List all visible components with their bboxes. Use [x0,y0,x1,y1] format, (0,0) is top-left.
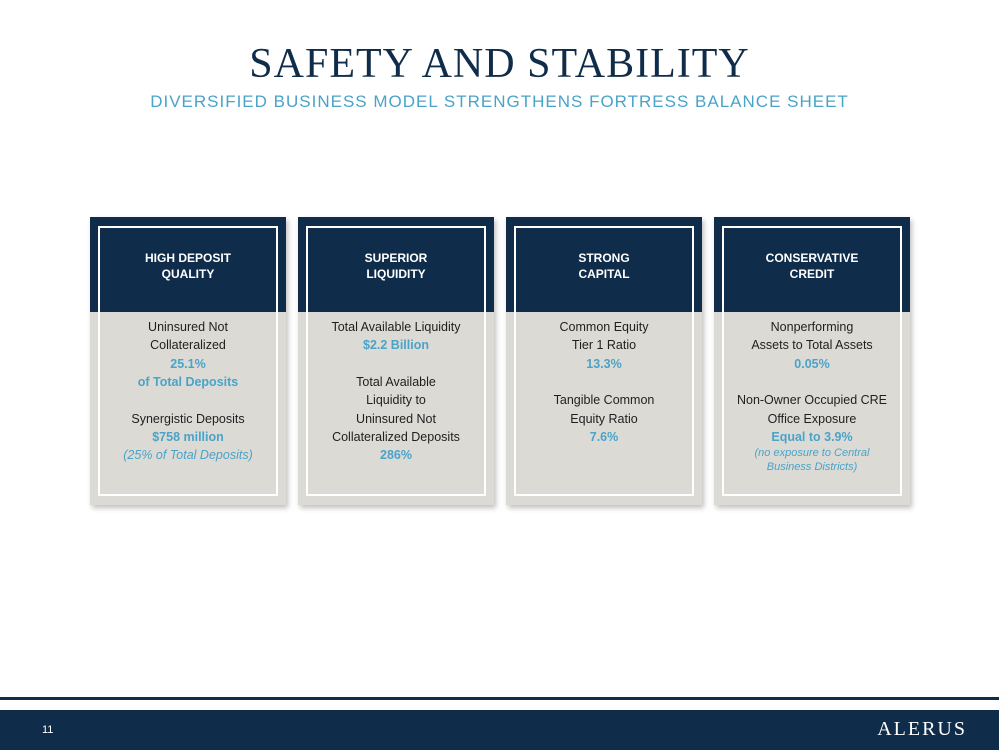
metric-label: Tier 1 Ratio [571,338,637,353]
metric-value: 286% [380,448,412,463]
page-number: 11 [42,724,54,736]
metric-label: Total Available Liquidity [331,320,461,334]
metric-label: Non-Owner Occupied CRE [736,393,888,408]
card-body [102,318,274,465]
metric-value: $2.2 Billion [363,338,429,353]
page-title: SAFETY AND STABILITY [249,41,750,87]
footer-divider [0,697,999,700]
card-title [516,250,692,282]
metric-label: Collateralized [150,338,226,353]
metric-value: Equal to 3.9% [771,430,853,445]
metric-label: Uninsured Not [148,320,228,334]
card-title-line: CREDIT [789,267,835,281]
card-strong-capital [506,217,702,505]
card-title-line: QUALITY [161,267,215,281]
card-title-line: SUPERIOR [364,251,428,265]
metric-label: Common Equity [559,320,649,334]
card-title-line: LIQUIDITY [366,267,426,281]
card-title-line: CONSERVATIVE [765,251,859,265]
card-body [726,318,898,474]
card-title-line: HIGH DEPOSIT [144,251,231,265]
metric-label: Assets to Total Assets [751,338,873,353]
metric-label: Collateralized Deposits [332,430,460,445]
footer-bar [0,710,999,750]
metric-label: Tangible Common [553,393,655,408]
metric-value: of Total Deposits [137,375,239,390]
card-superior-liquidity [298,217,494,505]
metric-label: Uninsured Not [356,411,436,426]
card-title [100,250,276,282]
metric-value: $758 million [152,430,224,445]
page-subtitle: DIVERSIFIED BUSINESS MODEL STRENGTHENS FORTRESS BALANCE SHEET [150,92,849,111]
card-title-line: CAPITAL [578,267,630,281]
card-body [518,318,690,446]
metric-note: Business Districts) [766,461,858,474]
card-high-deposit-quality [90,217,286,505]
metric-value: 7.6% [589,430,619,445]
card-title-line: STRONG [578,251,630,265]
metric-label: Total Available [356,374,436,389]
metric-label: Nonperforming [770,320,854,334]
metric-label: Office Exposure [767,411,857,426]
card-title [308,250,484,282]
company-logo: ALERUS [877,718,967,740]
metric-value: 13.3% [586,356,622,371]
card-title [724,250,900,282]
metric-note: (25% of Total Deposits) [123,448,253,463]
card-conservative-credit [714,217,910,505]
metric-value: 25.1% [170,356,206,371]
metric-label: Synergistic Deposits [131,411,245,426]
card-body [310,318,482,465]
metric-value: 0.05% [794,356,830,371]
metric-label: Equity Ratio [570,411,638,426]
metric-note: (no exposure to Central [754,447,870,460]
metric-label: Liquidity to [366,393,426,408]
